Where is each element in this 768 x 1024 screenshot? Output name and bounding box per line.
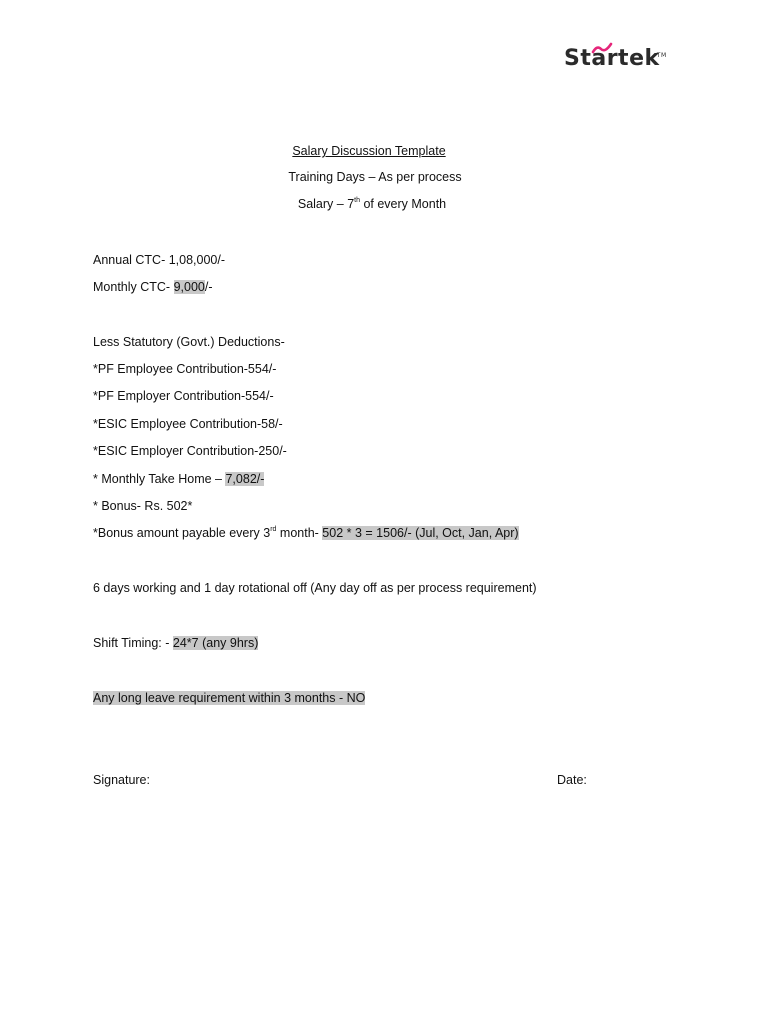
logo-trademark: TM [656, 51, 667, 59]
date-label: Date: [557, 773, 587, 787]
document-title: Salary Discussion Template [292, 144, 446, 158]
take-home-line: * Monthly Take Home – 7,082/- [93, 472, 265, 486]
working-days-line: 6 days working and 1 day rotational off (Any day off as per process requirement) [93, 581, 537, 595]
logo-wordmark: Startek TM [564, 46, 660, 71]
salary-date-line: Salary – 7th of every Month [297, 196, 447, 211]
take-home-value: 7,082/- [225, 472, 265, 486]
esic-employer-line: *ESIC Employer Contribution-250/- [93, 444, 287, 458]
signature-label: Signature: [93, 773, 150, 787]
monthly-ctc-value: 9,000 [173, 280, 205, 294]
annual-ctc: Annual CTC- 1,08,000/- [93, 253, 226, 267]
long-leave-line: Any long leave requirement within 3 months - NO [93, 691, 366, 705]
monthly-ctc: Monthly CTC- 9,000/- [93, 280, 213, 294]
bonus-payable-value: 502 * 3 = 1506/- (Jul, Oct, Jan, Apr) [322, 526, 519, 540]
pf-employer-line: *PF Employer Contribution-554/- [93, 389, 274, 403]
startek-logo [564, 42, 667, 74]
deductions-heading: Less Statutory (Govt.) Deductions- [93, 335, 285, 349]
bonus-line: * Bonus- Rs. 502* [93, 499, 193, 513]
training-days-line: Training Days – As per process [288, 170, 462, 184]
shift-timing-value: 24*7 (any 9hrs) [172, 636, 259, 650]
shift-timing-line: Shift Timing: - 24*7 (any 9hrs) [93, 636, 259, 650]
logo-swoosh-icon [591, 42, 613, 54]
esic-employee-line: *ESIC Employee Contribution-58/- [93, 417, 283, 431]
bonus-payable-line: *Bonus amount payable every 3rd month- 502 * 3 = 1506/- (Jul, Oct, Jan, Apr) [93, 525, 519, 540]
pf-employee-line: *PF Employee Contribution-554/- [93, 362, 277, 376]
